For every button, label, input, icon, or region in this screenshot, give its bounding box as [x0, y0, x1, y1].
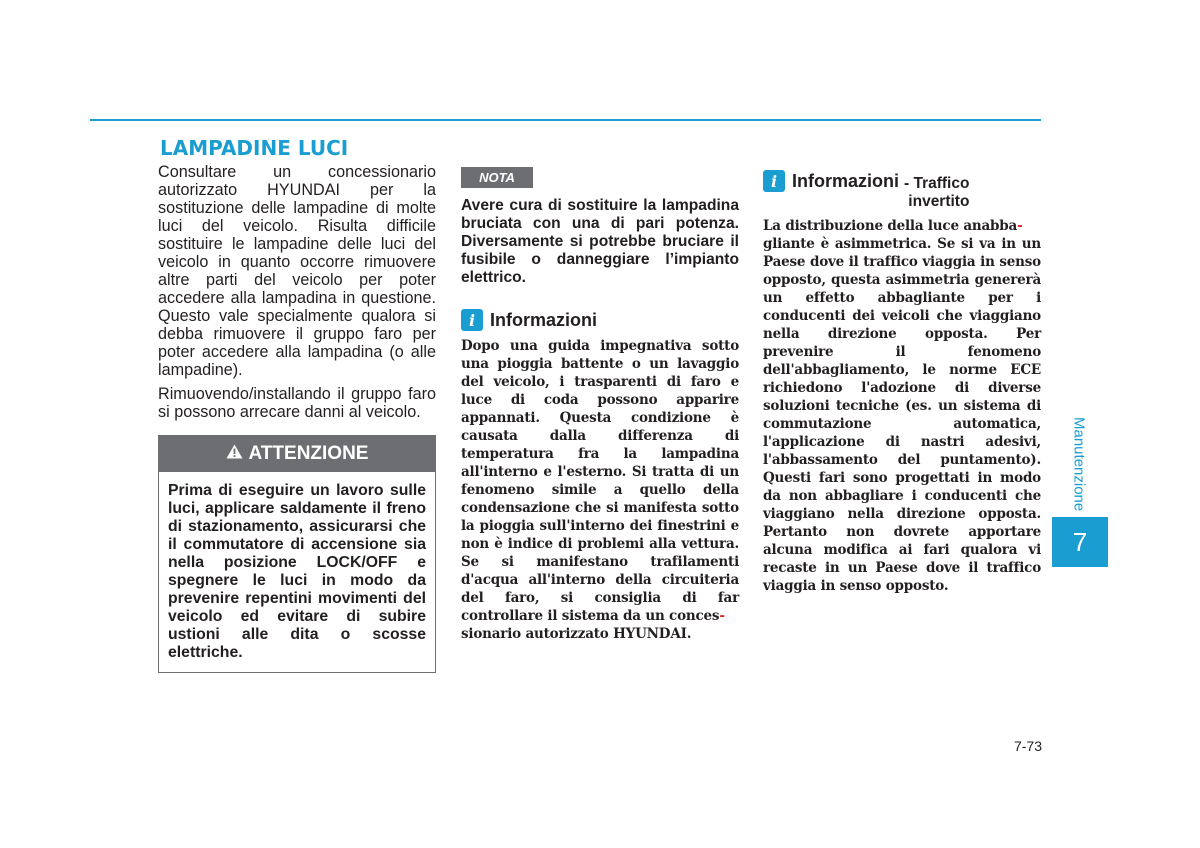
warning-title: ATTENZIONE: [248, 443, 369, 464]
info-header-1: [461, 309, 739, 331]
chapter-tab: 7: [1052, 517, 1108, 567]
info-icon: i: [461, 309, 483, 331]
info-title-1: Informazioni: [490, 309, 597, 330]
column-1: [158, 163, 436, 673]
info-text-2: La distribuzione della luce anabba- gliante è asimmetrica. Se si va in un Paese dove il traffico viaggia in senso opposto, questa asimmetria genererà un effetto abbagliante per i conducenti dei veicoli che viaggiano nella direzione opposta. Per prevenire il fenomeno dell'abbagliamento, le norme ECE richiedono l'adozione di diverse soluzioni tecniche (es. un sistema di commutazione automatica, l'applicazione di nastri adesivi, l'abbassamento del puntamento). Questi fari sono progettati in modo da non abbagliare i conducenti che viaggiano nella direzione opposta. Pertanto non dovrete apportare alcuna modifica ai fari qualora vi recaste in un Paese dove il traffico viaggia in senso opposto.: [763, 218, 1041, 594]
column-3: [763, 170, 1041, 595]
info-icon: i: [763, 170, 785, 192]
warning-header: [159, 436, 435, 472]
page-number: 7-73: [1013, 738, 1042, 754]
chapter-side-label: Manutenzione: [1070, 416, 1088, 512]
top-rule: [90, 119, 1041, 121]
info-header-2: [763, 170, 1041, 211]
nota-badge: NOTA: [461, 167, 533, 188]
info-title-2: Informazioni: [792, 171, 899, 191]
body-paragraph-2: Rimuovendo/installando il gruppo faro si possono arrecare danni al veicolo.: [158, 385, 436, 421]
section-title: LAMPADINE LUCI: [160, 136, 349, 160]
warning-text: Prima di eseguire un lavoro sulle luci, applicare saldamente il freno di stazionamento, assicurarsi che il commutatore di accensione sia nella posizione LOCK/OFF e spegnere le luci in modo da prevenire repentini movimenti del veicolo ed evitare di subire ustioni alle dita o scosse elettriche.: [168, 482, 426, 661]
warning-triangle-icon: [226, 444, 243, 464]
warning-box: [158, 435, 436, 673]
column-2: [461, 167, 739, 643]
nota-text: Avere cura di sostituire la lampadina bruciata con una di pari potenza. Diversamente si potrebbe bruciare il fusibile o danneggiare l’impianto elettrico.: [461, 197, 739, 286]
info-subtitle-2: - Traffico invertito: [904, 175, 970, 210]
info-text-1: Dopo una guida impegnativa sotto una pioggia battente o un lavaggio del veicolo, i trasparenti di faro e luce di coda possono apparire appannati. Questa condizione è causata dalla differenza di temperatura fra la lampadina all'interno e l'esterno. Si tratta di un fenomeno simile a quello della condensazione che si manifesta sotto la pioggia sull'interno dei finestrini e non è indice di problemi alla vettura. Se si manifestano trafilamenti d'acqua all'interno della circuiteria del faro, si consiglia di far controllare il sistema da un conces- sionario autorizzato HYUNDAI.: [461, 338, 739, 642]
body-paragraph-1: Consultare un concessionario autorizzato HYUNDAI per la sostituzione delle lampadine di molte luci del veicolo. Risulta difficile sostituire le lampadine delle luci del veicolo in quanto occorre rimuovere altre parti del veicolo per poter accedere alla lampadina in questione. Questo vale specialmente qualora si debba rimuovere il gruppo faro per poter accedere alla lampadina (o alle lampadine).: [158, 163, 436, 379]
